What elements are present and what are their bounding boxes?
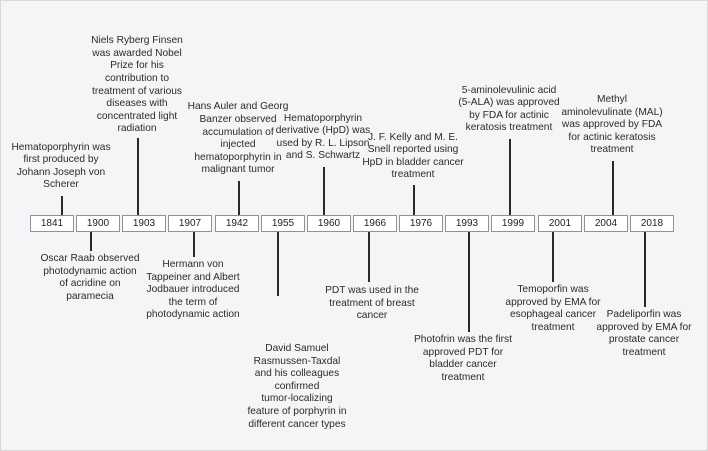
year-box-2004: 2004 bbox=[584, 215, 628, 232]
year-box-2001: 2001 bbox=[538, 215, 582, 232]
connector-tick-1907 bbox=[193, 232, 195, 257]
year-box-1907: 1907 bbox=[168, 215, 212, 232]
event-label-1960: Hematoporphyrin derivative (HpD) was used by R. L. Lipson and S. Schwartz bbox=[275, 112, 371, 162]
year-box-1841: 1841 bbox=[30, 215, 74, 232]
event-label-1966: PDT was used in the treatment of breast cancer bbox=[325, 285, 419, 322]
connector-tick-2018 bbox=[644, 232, 646, 307]
connector-tick-1966 bbox=[368, 232, 370, 282]
year-box-2018: 2018 bbox=[630, 215, 674, 232]
event-label-1900: Oscar Raab observed photodynamic action of acridine on paramecia bbox=[40, 253, 140, 302]
event-label-1999: 5-aminolevulinic acid (5-ALA) was approved by FDA for actinic keratosis treatment bbox=[458, 84, 560, 134]
event-label-1993: Photofrin was the first approved PDT for bladder cancer treatment bbox=[414, 334, 512, 383]
year-box-1993: 1993 bbox=[445, 215, 489, 232]
event-label-2004: Methyl aminolevulinate (MAL) was approved by FDA for actinic keratosis treatment bbox=[561, 94, 663, 156]
event-label-1841: Hematoporphyrin was first produced by Johann Joseph von Scherer bbox=[11, 141, 111, 191]
connector-tick-1955 bbox=[277, 232, 279, 296]
connector-tick-1942 bbox=[238, 181, 240, 215]
year-box-1976: 1976 bbox=[399, 215, 443, 232]
connector-tick-2004 bbox=[612, 161, 614, 215]
event-label-2018: Padeliporfin was approved by EMA for prostate cancer treatment bbox=[596, 309, 692, 358]
year-box-1900: 1900 bbox=[76, 215, 120, 232]
connector-tick-2001 bbox=[552, 232, 554, 282]
connector-tick-1841 bbox=[61, 196, 63, 215]
event-label-1903: Niels Ryberg Finsen was awarded Nobel Prize for his contribution to treatment of various diseases with concentrated light radiation bbox=[91, 35, 183, 135]
year-box-1999: 1999 bbox=[491, 215, 535, 232]
connector-tick-1993 bbox=[468, 232, 470, 332]
year-box-1903: 1903 bbox=[122, 215, 166, 232]
year-box-1942: 1942 bbox=[215, 215, 259, 232]
event-label-1955: David Samuel Rasmussen-Taxdal and his colleagues confirmed tumor-localizing feature of porphyrin in different cancer types bbox=[247, 343, 347, 430]
event-label-1907: Hermann von Tappeiner and Albert Jodbauer introduced the term of photodynamic action bbox=[146, 259, 240, 321]
year-box-1960: 1960 bbox=[307, 215, 351, 232]
year-box-1955: 1955 bbox=[261, 215, 305, 232]
year-box-1966: 1966 bbox=[353, 215, 397, 232]
connector-tick-1976 bbox=[413, 185, 415, 215]
event-label-1942: Hans Auler and Georg Banzer observed accumulation of injected hematoporphyrin in malignant tumor bbox=[187, 101, 289, 176]
connector-tick-1900 bbox=[90, 232, 92, 251]
connector-tick-1960 bbox=[323, 167, 325, 215]
connector-tick-1999 bbox=[509, 139, 511, 215]
connector-tick-1903 bbox=[137, 138, 139, 215]
event-label-2001: Temoporfin was approved by EMA for esophageal cancer treatment bbox=[505, 284, 601, 333]
event-label-1976: J. F. Kelly and M. E. Snell reported using HpD in bladder cancer treatment bbox=[362, 131, 464, 181]
